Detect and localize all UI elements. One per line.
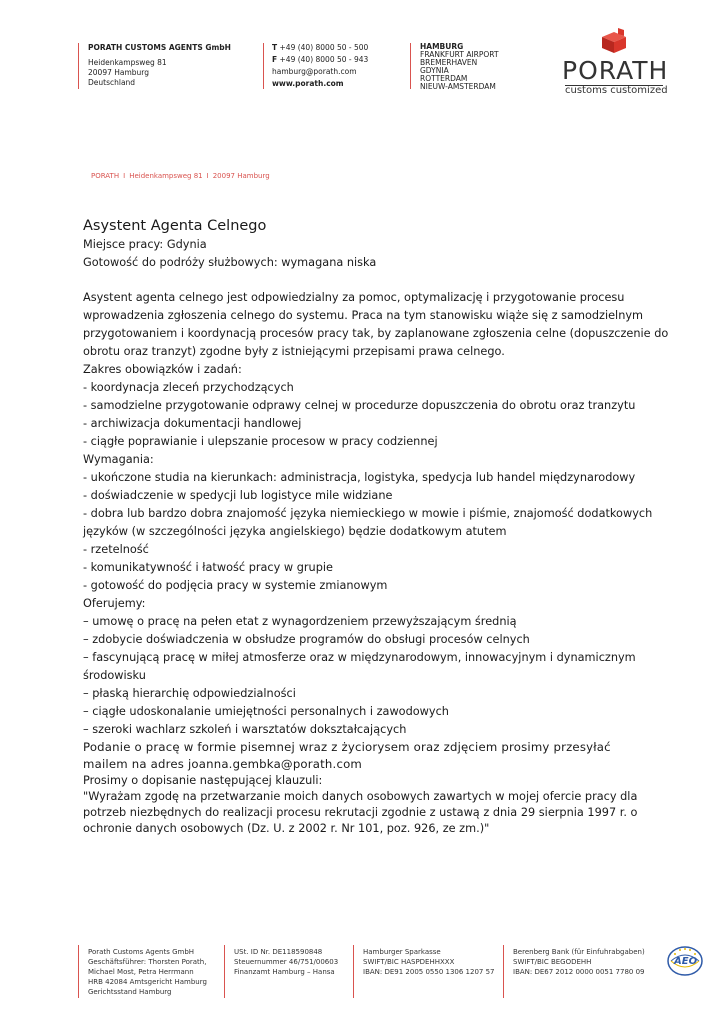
list-item: - samodzielne przygotowanie odprawy celnej w procedurze dopuszczenia do obrotu oraz tranzytu [83,399,636,412]
footer-line: Steuernummer 46/751/00603 [234,958,339,966]
list-item: - doświadczenie w spedycji lub logistyce mile widziane [83,489,393,502]
footer-line: Berenberg Bank (für Einfuhrabgaben) [513,948,645,956]
footer-bank-2 [513,947,645,977]
travel-value: wymagana niska [281,256,377,269]
aeo-certification-icon [666,945,704,977]
application-email-line[interactable]: mailem na adres joanna.gembka@porath.com [83,757,363,771]
footer-line: IBAN: DE91 2005 0550 1306 1207 57 [363,968,495,976]
address-line: Heidenkampsweg 81 [88,58,167,67]
footer-line: Geschäftsführer: Thorsten Porath, [88,958,207,966]
address-line: 20097 Hamburg [88,68,150,77]
phone-label: T [272,43,278,52]
clause-heading: Prosimy o dopisanie następującej klauzuli: [83,774,323,787]
footer-line: Michael Most, Petra Herrmann [88,968,194,976]
porath-logo [562,28,672,100]
location-item: ROTTERDAM [420,74,468,83]
footer-divider [353,945,354,998]
footer-bank-1 [363,947,495,977]
email-link[interactable]: hamburg@porath.com [272,67,357,76]
header-divider [410,43,411,89]
header-contact-block [272,43,368,89]
footer-line: SWIFT/BIC BEGODEHH [513,958,592,966]
list-item: – umowę o pracę na pełen etat z wynagordzeniem przewyższającym średnią [83,615,517,628]
list-item: - ciągłe poprawianie i ulepszanie procesow w pracy codziennej [83,435,438,448]
header-locations-block [420,43,499,91]
consent-clause: "Wyrażam zgodę na przetwarzanie moich danych osobowych zawartych w mojej ofercie pracy dla potrzeb niezbędnych do realizacji procesu rekrutacji zgodnie z ustawą z dnia 29 sierpnia 1997 r. o ochronie danych osobowych (Dz. U. z 2002 r. Nr 101, poz. 926, ze zm.)" [83,790,638,835]
list-item: – fascynującą pracę w miłej atmosferze oraz w międzynarodowym, innowacyjnym i dynamicznym środowisku [83,651,636,682]
location-label: Miejsce pracy: [83,238,164,251]
location-item: NIEUW-AMSTERDAM [420,82,496,91]
list-item: - dobra lub bardzo dobra znajomość języka niemieckiego w mowie i piśmie, znajomość dodatkowych języków (w szczególności języka angielskiego) będzie dodatkowym atutem [83,507,653,538]
list-item: - rzetelność [83,543,149,556]
location-value: Gdynia [166,238,207,251]
list-item: – szeroki wachlarz szkoleń i warsztatów dokształcających [83,723,407,736]
offer-heading: Oferujemy: [83,597,146,610]
logo-tagline: customs customized [565,85,668,96]
travel-row [83,254,683,272]
duties-heading: Zakres obowiązków i zadań: [83,363,242,376]
address-line: Deutschland [88,78,136,87]
aeo-badge-text: AEO [674,956,698,967]
fax-number: +49 (40) 8000 50 - 943 [279,55,369,64]
sender-line [91,172,270,180]
application-note-line: Podanie o pracę w formie pisemnej wraz z życiorysem oraz zdjęciem prosimy przesyłać [83,740,611,754]
website-link[interactable]: www.porath.com [272,79,344,88]
footer-line: Finanzamt Hamburg – Hansa [234,968,335,976]
footer-line: USt. ID Nr. DE118590848 [234,948,323,956]
header-divider [263,43,264,89]
list-item: - komunikatywność i łatwość pracy w grupie [83,561,333,574]
separator: I [123,172,126,180]
footer-company [88,947,207,997]
location-item: GDYNIA [420,66,449,75]
fax-label: F [272,55,278,64]
sender-company: PORATH [91,172,120,180]
location-item: BREMERHAVEN [420,58,478,67]
separator: I [206,172,209,180]
location-row [83,236,683,254]
list-item: – zdobycie doświadczenia w obsłudze programów do obsługi procesów celnych [83,633,530,646]
location-item: HAMBURG [420,42,464,51]
phone-number[interactable]: +49 (40) 8000 50 - 500 [279,43,369,52]
sender-street: Heidenkampsweg 81 [129,172,203,180]
list-item: – ciągłe udoskonalanie umiejętności personalnych i zawodowych [83,705,449,718]
footer-line: HRB 42084 Amtsgericht Hamburg [88,978,207,986]
footer-line: Gerichtsstand Hamburg [88,988,172,996]
sender-city: 20097 Hamburg [212,172,270,180]
logo-wordmark: PORATH [562,56,669,85]
footer-line: Hamburger Sparkasse [363,948,441,956]
job-intro: Asystent agenta celnego jest odpowiedzialny za pomoc, optymalizację i przygotowanie procesu wprowadzenia zgłoszenia celnego do systemu. Praca na tym stanowisku wiąże się z samodzielnym przygotowaniem i koordynacją procesów pracy tak, by zaplanowane zgłoszenia celne (dopuszczenie do obrotu oraz tranzyt) zgodne były z istniejącymi przepisami prawa celnego. [83,291,669,358]
footer-line: IBAN: DE67 2012 0000 0051 7780 09 [513,968,645,976]
header-company-block [88,43,231,88]
list-item: - koordynacja zleceń przychodzących [83,381,294,394]
list-item: - ukończone studia na kierunkach: administracja, logistyka, spedycja lub handel międzynarodowy [83,471,636,484]
footer-divider [503,945,504,998]
footer-tax [234,947,338,977]
job-posting [83,217,683,837]
red-cube-logo-icon [599,28,629,54]
travel-label: Gotowość do podróży służbowych: [83,256,278,269]
list-item: – płaską hierarchię odpowiedzialności [83,687,296,700]
location-item: FRANKFURT AIRPORT [420,50,499,59]
list-item: - archiwizacja dokumentacji handlowej [83,417,302,430]
footer-divider [78,945,79,998]
requirements-heading: Wymagania: [83,453,154,466]
job-title: Asystent Agenta Celnego [83,218,267,234]
footer-divider [224,945,225,998]
footer-line: Porath Customs Agents GmbH [88,948,195,956]
company-name: PORATH CUSTOMS AGENTS GmbH [88,43,231,52]
header-divider [78,43,79,89]
footer-line: SWIFT/BIC HASPDEHHXXX [363,958,455,966]
list-item: - gotowość do podjęcia pracy w systemie zmianowym [83,579,388,592]
